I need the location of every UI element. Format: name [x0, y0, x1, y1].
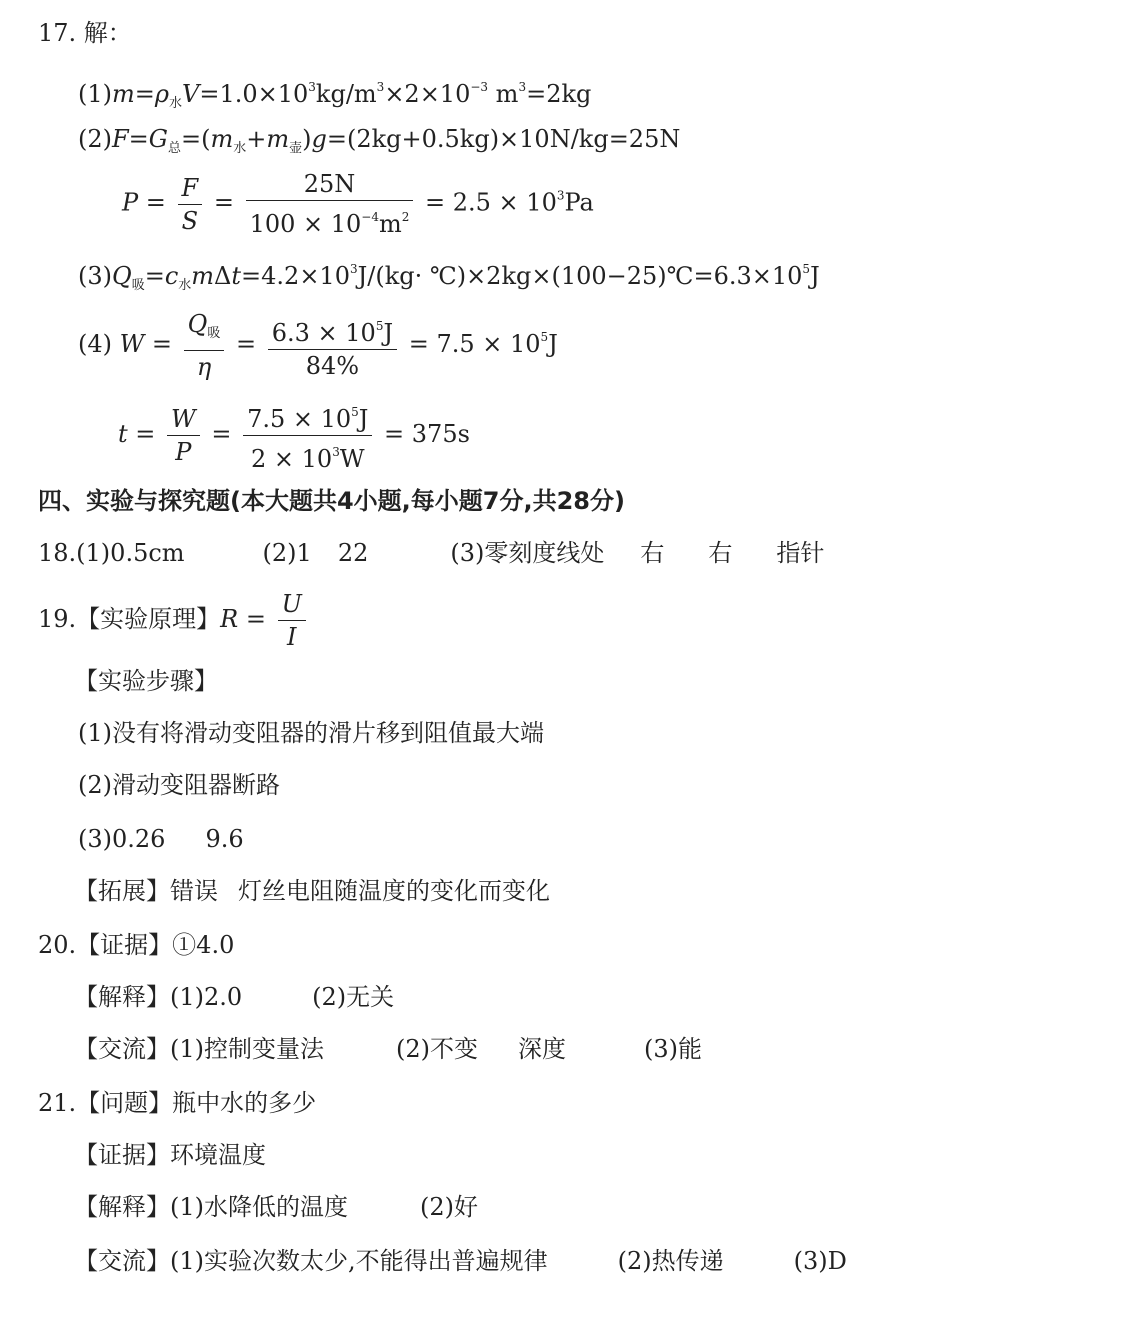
q19-step-2: (2)滑动变阻器断路	[78, 771, 280, 799]
q21-question: 21.【问题】瓶中水的多少	[38, 1089, 317, 1117]
q17-time-formula: t = $\frac{W}{P}$ = $\frac{7.5 \times 10^5J}{2 \times 10^3W}$ = 375s	[118, 398, 470, 473]
q17-part4: (4) W = $\frac{Q_吸}{\eta}$ = $\frac{6.3 \times 10^5J}{84\%}$ = $7.5 \times 10^5J$	[78, 310, 558, 381]
section-4-title: 四、实验与探究题(本大题共4小题,每小题7分,共28分)	[38, 487, 625, 515]
fraction: $\frac{W}{P}$	[167, 405, 200, 466]
q21-explain: 【解释】(1)水降低的温度 (2)好	[74, 1193, 478, 1221]
fraction: $\frac{7.5 \times 10^5J}{2 \times 10^3W}$	[243, 398, 372, 473]
q20-communication: 【交流】(1)控制变量法 (2)不变 深度 (3)能	[74, 1035, 702, 1063]
q17-part3: $(3)Q_吸=c_水m\Delta t=4.2\times 10^3J/(kg\cdot$ $℃)\times 2kg\times(100-25)℃=6.3\times 10^5J$	[78, 262, 820, 293]
q20-explain: 【解释】(1)2.0 (2)无关	[74, 983, 395, 1011]
fraction: $\frac{25N}{100 \times 10^{-4}m^2}$	[246, 170, 414, 238]
q18-answers: 18.(1)0.5cm (2)1 22 (3)零刻度线处 右 右 指针	[38, 539, 825, 567]
q19-extension: 【拓展】错误 灯丝电阻随温度的变化而变化	[74, 877, 550, 905]
q19-steps-label: 【实验步骤】	[74, 667, 218, 695]
q17-pressure-formula: P = $\frac{F}{S}$ = $\frac{25N}{100 \times 10^{-4}m^2}$ = $2.5 \times 10^3Pa$	[122, 170, 594, 238]
fraction: $\frac{F}{S}$	[178, 174, 203, 235]
q19-step-1: (1)没有将滑动变阻器的滑片移到阻值最大端	[78, 719, 544, 747]
fraction: $\frac{6.3 \times 10^5J}{84\%}$	[268, 312, 397, 380]
q21-communication: 【交流】(1)实验次数太少,不能得出普遍规律 (2)热传递 (3)D	[74, 1247, 847, 1275]
q20-evidence: 20.【证据】①4.0	[38, 931, 235, 959]
fraction: $\frac{U}{I}$	[278, 590, 306, 651]
q19-step-3: (3)0.26 9.6	[78, 825, 244, 853]
q19-principle: 19.【实验原理】R = $\frac{U}{I}$	[38, 590, 310, 651]
fraction: $\frac{Q_吸}{\eta}$	[184, 310, 225, 381]
q17-part2: $(2)F=G_总=(m_水+m_壶)g=(2kg+0.5kg)\times 10N/kg=25N$	[78, 125, 681, 156]
q21-evidence: 【证据】环境温度	[74, 1141, 266, 1169]
q17-header: 17. 解：	[38, 19, 132, 47]
q17-part1: $(1)m=\rho_水V=1.0\times 10^3kg/m^3\times 2\times 10^{-3}$ $m^3=2kg$	[78, 80, 592, 111]
